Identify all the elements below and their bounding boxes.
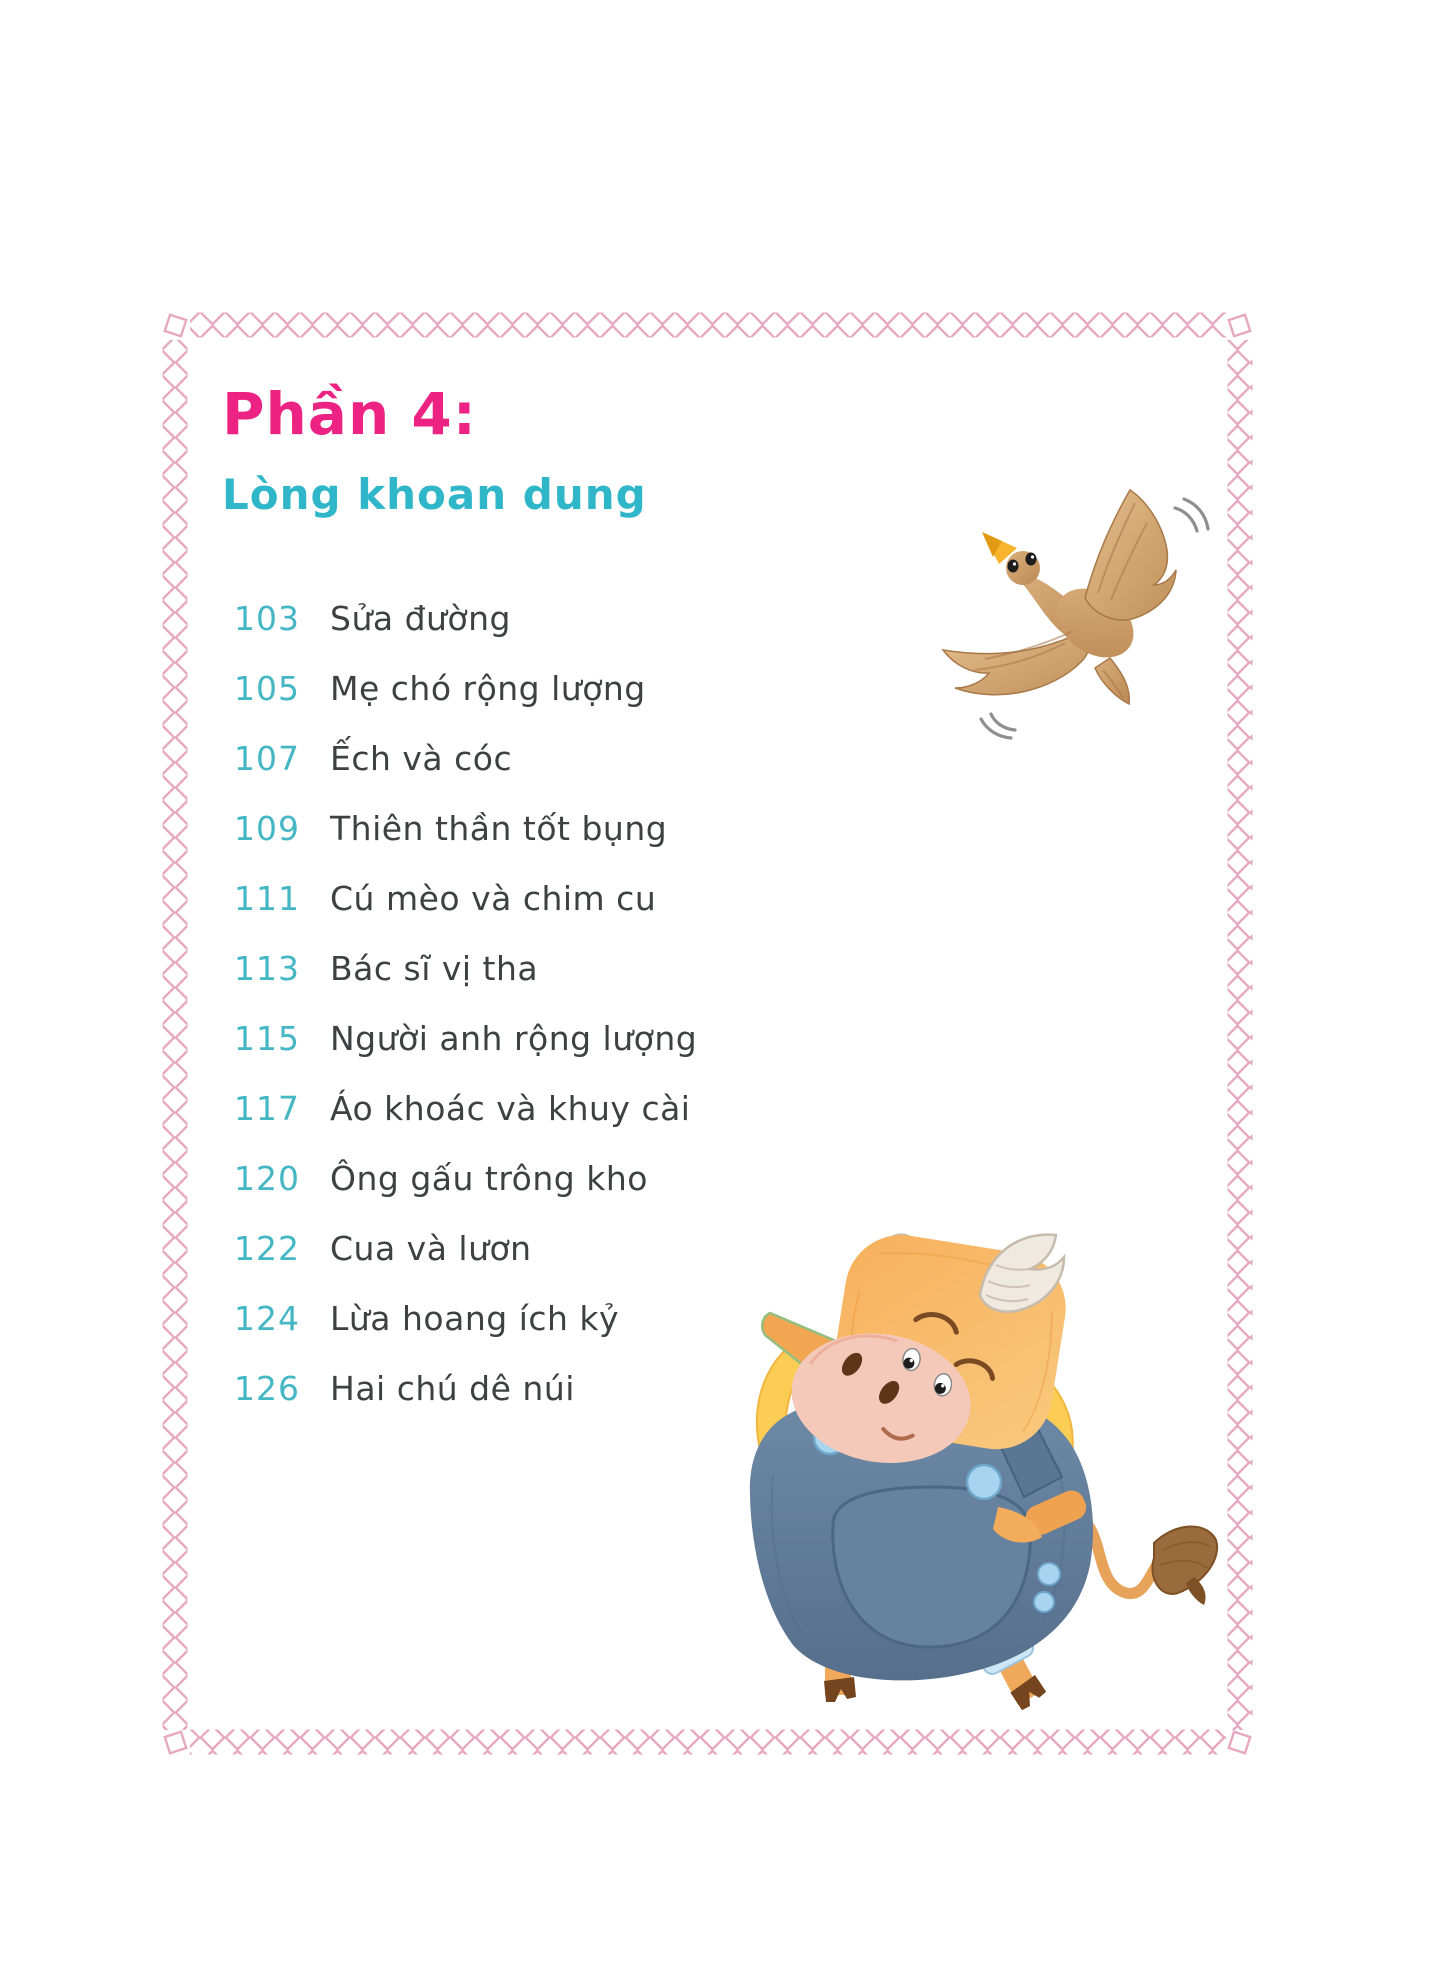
toc-page-number: 111 [234, 878, 300, 918]
toc-entry-title: Sửa đường [330, 598, 511, 638]
toc-entry-title: Lừa hoang ích kỷ [330, 1298, 620, 1338]
section-title: Lòng khoan dung [222, 470, 647, 519]
toc-page-number: 103 [234, 598, 300, 638]
toc-entry-title: Thiên thần tốt bụng [330, 808, 668, 848]
toc-page-number: 113 [234, 948, 300, 988]
toc-page-number: 122 [234, 1228, 300, 1268]
toc-entry [214, 1283, 697, 1353]
toc-page-number: 117 [234, 1088, 300, 1128]
toc-entry-title: Mẹ chó rộng lượng [330, 668, 646, 708]
toc-page-number: 115 [234, 1018, 300, 1058]
toc-entry [214, 863, 697, 933]
toc-page-number: 120 [234, 1158, 300, 1198]
toc-entry [214, 793, 697, 863]
toc-entry-title: Bác sĩ vị tha [330, 948, 539, 988]
toc-entry-title: Hai chú dê núi [330, 1368, 575, 1408]
toc-entry [214, 653, 697, 723]
toc-entry-title: Người anh rộng lượng [330, 1018, 698, 1058]
toc-entry [214, 1213, 697, 1283]
toc-entry [214, 933, 697, 1003]
toc-entry [214, 1143, 697, 1213]
toc-entry [214, 583, 697, 653]
toc-entry [214, 1073, 697, 1143]
toc-page-number: 126 [234, 1368, 300, 1408]
toc-entry-title: Cua và lươn [330, 1228, 532, 1268]
toc-entry-title: Ếch và cóc [330, 738, 513, 778]
toc-entry [214, 1003, 697, 1073]
toc-page-number: 107 [234, 738, 300, 778]
flying-goose-illustration [935, 478, 1245, 753]
toc-list [214, 583, 697, 1423]
toc-entry [214, 1353, 697, 1423]
toc-entry-title: Cú mèo và chim cu [330, 878, 657, 918]
toc-entry [214, 723, 697, 793]
part-label: Phần 4: [222, 380, 477, 448]
toc-page-number: 124 [234, 1298, 300, 1338]
toc-page-number: 109 [234, 808, 300, 848]
toc-entry-title: Ông gấu trông kho [330, 1158, 648, 1198]
toc-page-number: 105 [234, 668, 300, 708]
toc-entry-title: Áo khoác và khuy cài [330, 1088, 691, 1128]
